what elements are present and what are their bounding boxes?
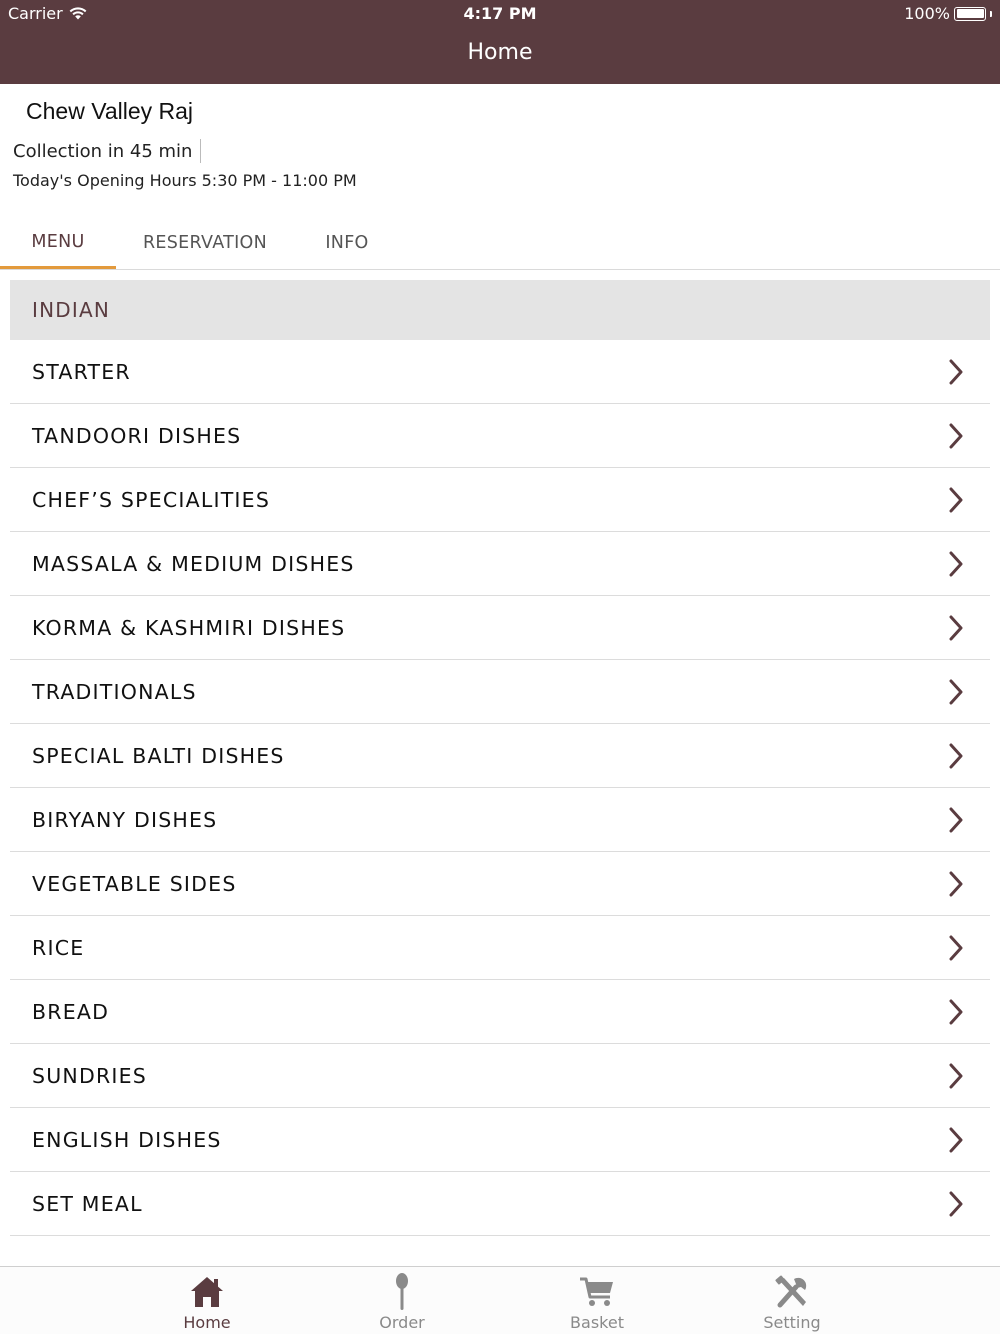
menu-category-label: TANDOORI DISHES [32,423,242,448]
chevron-right-icon [946,934,966,962]
bottom-tab-label: Home [183,1313,231,1332]
cart-icon [579,1276,615,1308]
menu-category-label: SUNDRIES [32,1063,147,1088]
chevron-right-icon [946,550,966,578]
menu-category-label: ENGLISH DISHES [32,1127,222,1152]
carrier-label: Carrier [8,4,63,23]
chevron-right-icon [946,1062,966,1090]
menu-category-label: SET MEAL [32,1191,143,1216]
menu-category-row[interactable] [10,340,990,404]
restaurant-name: Chew Valley Raj [26,98,194,124]
chevron-right-icon [946,806,966,834]
home-icon [190,1276,224,1308]
chevron-right-icon [946,998,966,1026]
menu-category-row[interactable] [10,532,990,596]
bottom-tab-label: Setting [763,1313,821,1332]
tab-info[interactable]: INFO [325,233,369,253]
chevron-right-icon [946,742,966,770]
chevron-right-icon [946,1126,966,1154]
menu-category-row[interactable] [10,852,990,916]
menu-category-label: BIRYANY DISHES [32,807,218,832]
chevron-right-icon [946,1190,966,1218]
tab-reservation[interactable]: RESERVATION [142,233,268,253]
battery-icon [954,7,986,21]
page-title: Home [467,40,533,65]
bottom-tab-order[interactable] [322,1271,482,1334]
menu-category-row[interactable] [10,980,990,1044]
divider [200,139,201,163]
battery-indicator [904,4,992,23]
menu-category-label: VEGETABLE SIDES [32,871,237,896]
battery-percent: 100% [904,4,950,23]
opening-hours: Today's Opening Hours 5:30 PM - 11:00 PM [13,171,357,190]
menu-category-label: TRADITIONALS [32,679,197,704]
menu-category-label: CHEF’S SPECIALITIES [32,487,271,512]
menu-category-row[interactable] [10,1108,990,1172]
collection-time [13,139,201,163]
menu-category-label: RICE [32,935,85,960]
chevron-right-icon [946,614,966,642]
section-header: INDIAN [10,280,990,340]
chevron-right-icon [946,486,966,514]
menu-category-row[interactable] [10,1172,990,1236]
menu-list [10,280,990,1236]
chevron-right-icon [946,422,966,450]
menu-category-label: BREAD [32,999,110,1024]
bottom-tab-label: Order [379,1313,425,1332]
menu-category-row[interactable] [10,468,990,532]
chevron-right-icon [946,678,966,706]
menu-category-row[interactable] [10,404,990,468]
menu-category-label: KORMA & KASHMIRI DISHES [32,615,346,640]
menu-category-row[interactable] [10,788,990,852]
chevron-right-icon [946,870,966,898]
status-time: 4:17 PM [463,4,537,23]
tools-icon [774,1275,810,1309]
menu-category-row[interactable] [10,724,990,788]
bottom-tab-home[interactable] [127,1271,287,1334]
tab-bar [0,217,1000,270]
menu-category-label: MASSALA & MEDIUM DISHES [32,551,355,576]
menu-category-row[interactable] [10,916,990,980]
bottom-tab-bar [0,1266,1000,1334]
bottom-tab-basket[interactable] [517,1271,677,1334]
status-bar [0,0,1000,28]
menu-category-row[interactable] [10,596,990,660]
top-bar [0,0,1000,84]
menu-category-row[interactable] [10,1044,990,1108]
bottom-tab-label: Basket [570,1313,624,1332]
menu-category-label: STARTER [32,359,131,384]
menu-category-row[interactable] [10,660,990,724]
chevron-right-icon [946,358,966,386]
tab-menu[interactable]: MENU [0,217,116,269]
collection-label: Collection in 45 min [13,140,193,162]
spoon-icon [395,1273,409,1311]
menu-category-label: SPECIAL BALTI DISHES [32,743,285,768]
bottom-tab-setting[interactable] [712,1271,872,1334]
